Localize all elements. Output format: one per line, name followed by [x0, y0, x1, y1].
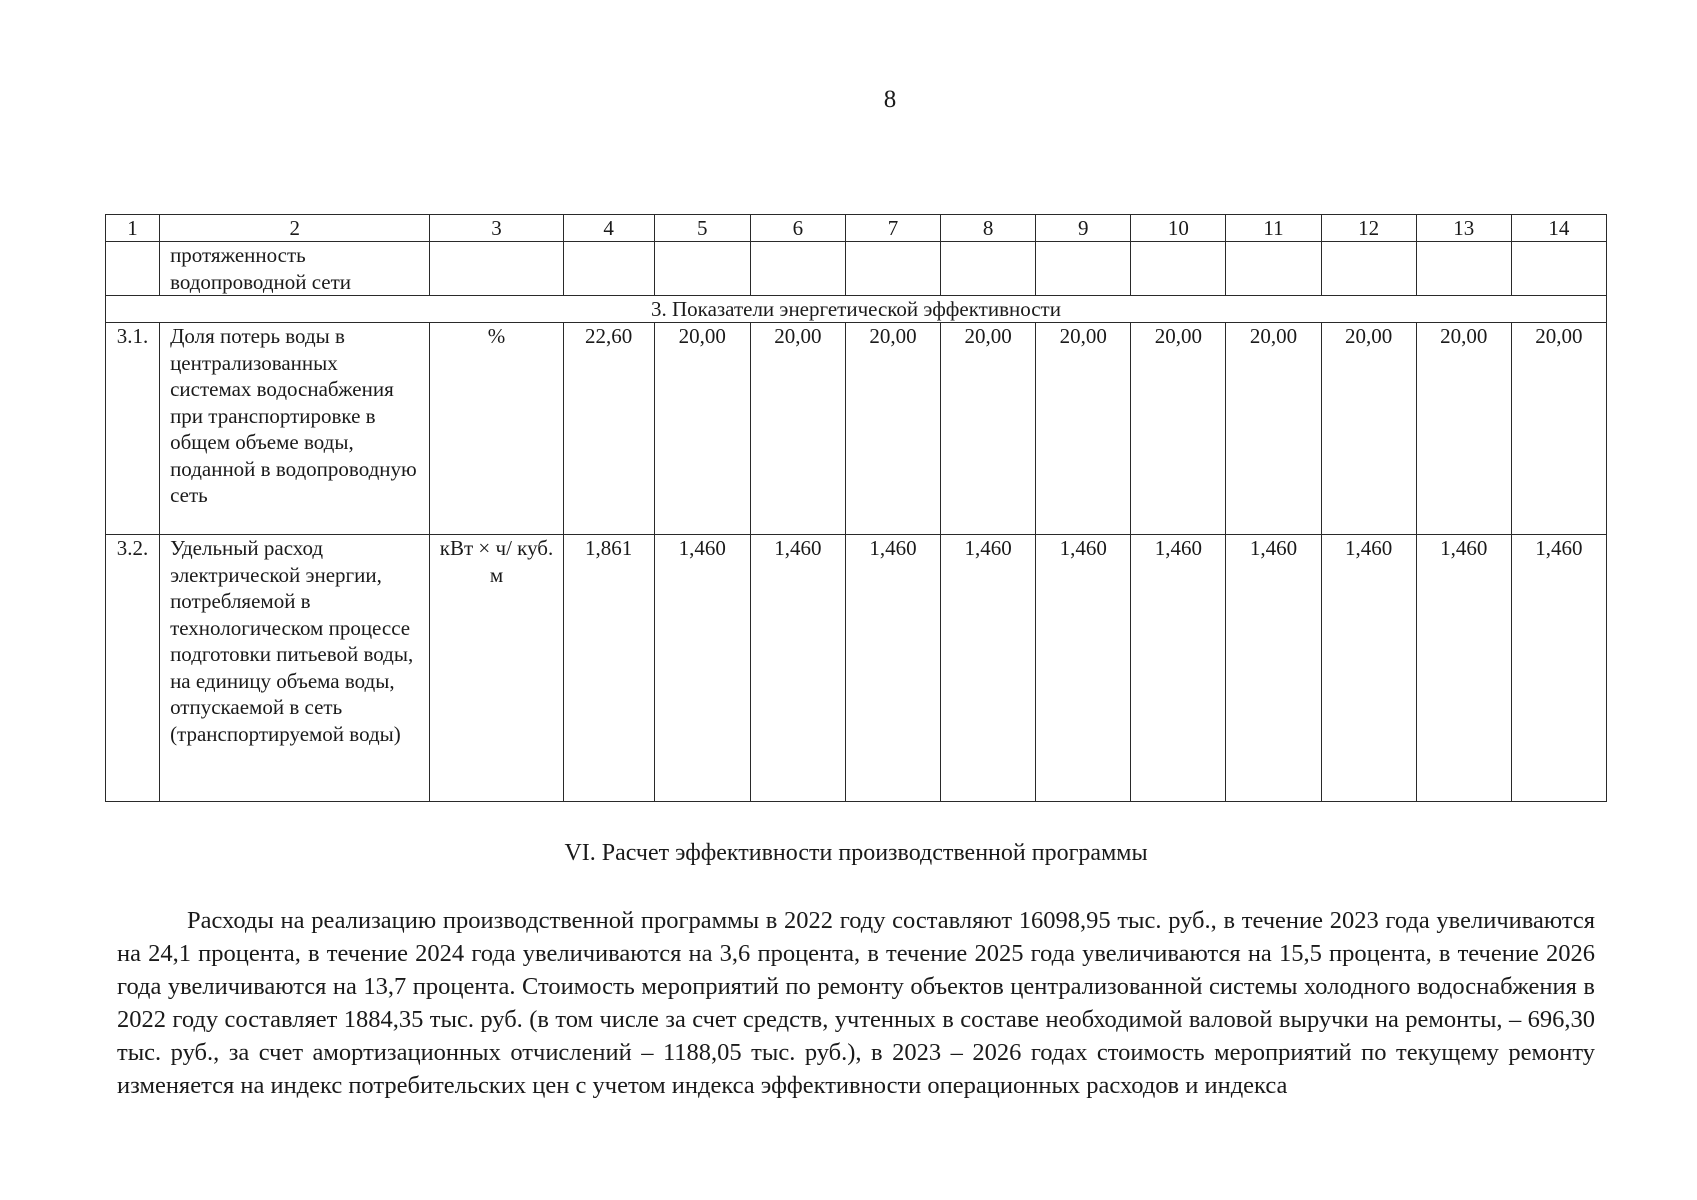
section-heading: VI. Расчет эффективности производственной программы: [564, 840, 1148, 866]
value-cell: [563, 242, 654, 296]
value-cell: 1,460: [1321, 535, 1416, 802]
column-number: 14: [1511, 215, 1606, 242]
value-cell: 20,00: [654, 323, 750, 535]
column-number: 3: [430, 215, 563, 242]
table-row: [106, 242, 1607, 296]
value-cell: [654, 242, 750, 296]
value-cell: [1321, 242, 1416, 296]
page-number: 8: [883, 86, 897, 113]
value-cell: 20,00: [845, 323, 940, 535]
value-cell: 1,861: [563, 535, 654, 802]
value-cell: [845, 242, 940, 296]
value-cell: 1,460: [1036, 535, 1131, 802]
value-cell: 1,460: [654, 535, 750, 802]
value-cell: [1131, 242, 1226, 296]
value-cell: 1,460: [1416, 535, 1511, 802]
section-title: 3. Показатели энергетической эффективности: [106, 296, 1607, 323]
section-row: [106, 296, 1607, 323]
row-number: 3.1.: [106, 323, 160, 535]
value-cell: 20,00: [1036, 323, 1131, 535]
column-number: 7: [845, 215, 940, 242]
column-number: 2: [160, 215, 430, 242]
column-number: 10: [1131, 215, 1226, 242]
table-header-row: [106, 215, 1607, 242]
indicator-name: Доля потерь воды в централизованных системах водоснабжения при транспортировке в общем объеме воды, поданной в водопроводную сеть: [160, 323, 430, 535]
unit-cell: [430, 242, 563, 296]
value-cell: 20,00: [1226, 323, 1321, 535]
column-number: 12: [1321, 215, 1416, 242]
value-cell: 20,00: [1321, 323, 1416, 535]
table-row: [106, 323, 1607, 535]
column-number: 1: [106, 215, 160, 242]
value-cell: [1416, 242, 1511, 296]
column-number: 11: [1226, 215, 1321, 242]
value-cell: 1,460: [1226, 535, 1321, 802]
column-number: 5: [654, 215, 750, 242]
value-cell: 20,00: [1416, 323, 1511, 535]
indicator-name: Удельный расход электрической энергии, потребляемой в технологическом процессе подготовки питьевой воды, на единицу объема воды, отпускаемой в сеть (транспортируемой воды): [160, 535, 430, 802]
unit-cell: кВт × ч/ куб. м: [430, 535, 563, 802]
unit-cell: %: [430, 323, 563, 535]
value-cell: 1,460: [1511, 535, 1606, 802]
value-cell: 20,00: [1131, 323, 1226, 535]
column-number: 9: [1036, 215, 1131, 242]
value-cell: 1,460: [1131, 535, 1226, 802]
value-cell: 20,00: [750, 323, 845, 535]
body-paragraph: Расходы на реализацию производственной программы в 2022 году составляют 16098,95 тыс. руб., в течение 2023 года увеличиваются на 24,1 процента, в течение 2024 года увеличиваются на 3,6 процента, в течение 2025 года увеличиваются на 15,5 процента, в течение 2026 года увеличиваются на 13,7 процента. Стоимость мероприятий по ремонту объектов централизованной системы холодного водоснабжения в 2022 году составляет 1884,35 тыс. руб. (в том числе за счет средств, учтенных в составе необходимой валовой выручки на ремонты, – 696,30 тыс. руб., за счет амортизационных отчислений – 1188,05 тыс. руб.), в 2023 – 2026 годах стоимость мероприятий по текущему ремонту изменяется на индекс потребительских цен с учетом индекса эффективности операционных расходов и индекса: [117, 907, 1595, 1099]
value-cell: [941, 242, 1036, 296]
value-cell: [1036, 242, 1131, 296]
table-row: [106, 535, 1607, 802]
column-number: 13: [1416, 215, 1511, 242]
value-cell: [750, 242, 845, 296]
column-number: 8: [941, 215, 1036, 242]
value-cell: 20,00: [1511, 323, 1606, 535]
value-cell: [1226, 242, 1321, 296]
value-cell: 22,60: [563, 323, 654, 535]
indicator-name: протяженность водопроводной сети: [160, 242, 430, 296]
value-cell: 20,00: [941, 323, 1036, 535]
value-cell: [1511, 242, 1606, 296]
value-cell: 1,460: [845, 535, 940, 802]
value-cell: 1,460: [941, 535, 1036, 802]
value-cell: 1,460: [750, 535, 845, 802]
row-number: [106, 242, 160, 296]
row-number: 3.2.: [106, 535, 160, 802]
column-number: 4: [563, 215, 654, 242]
column-number: 6: [750, 215, 845, 242]
indicators-table: [105, 214, 1607, 802]
